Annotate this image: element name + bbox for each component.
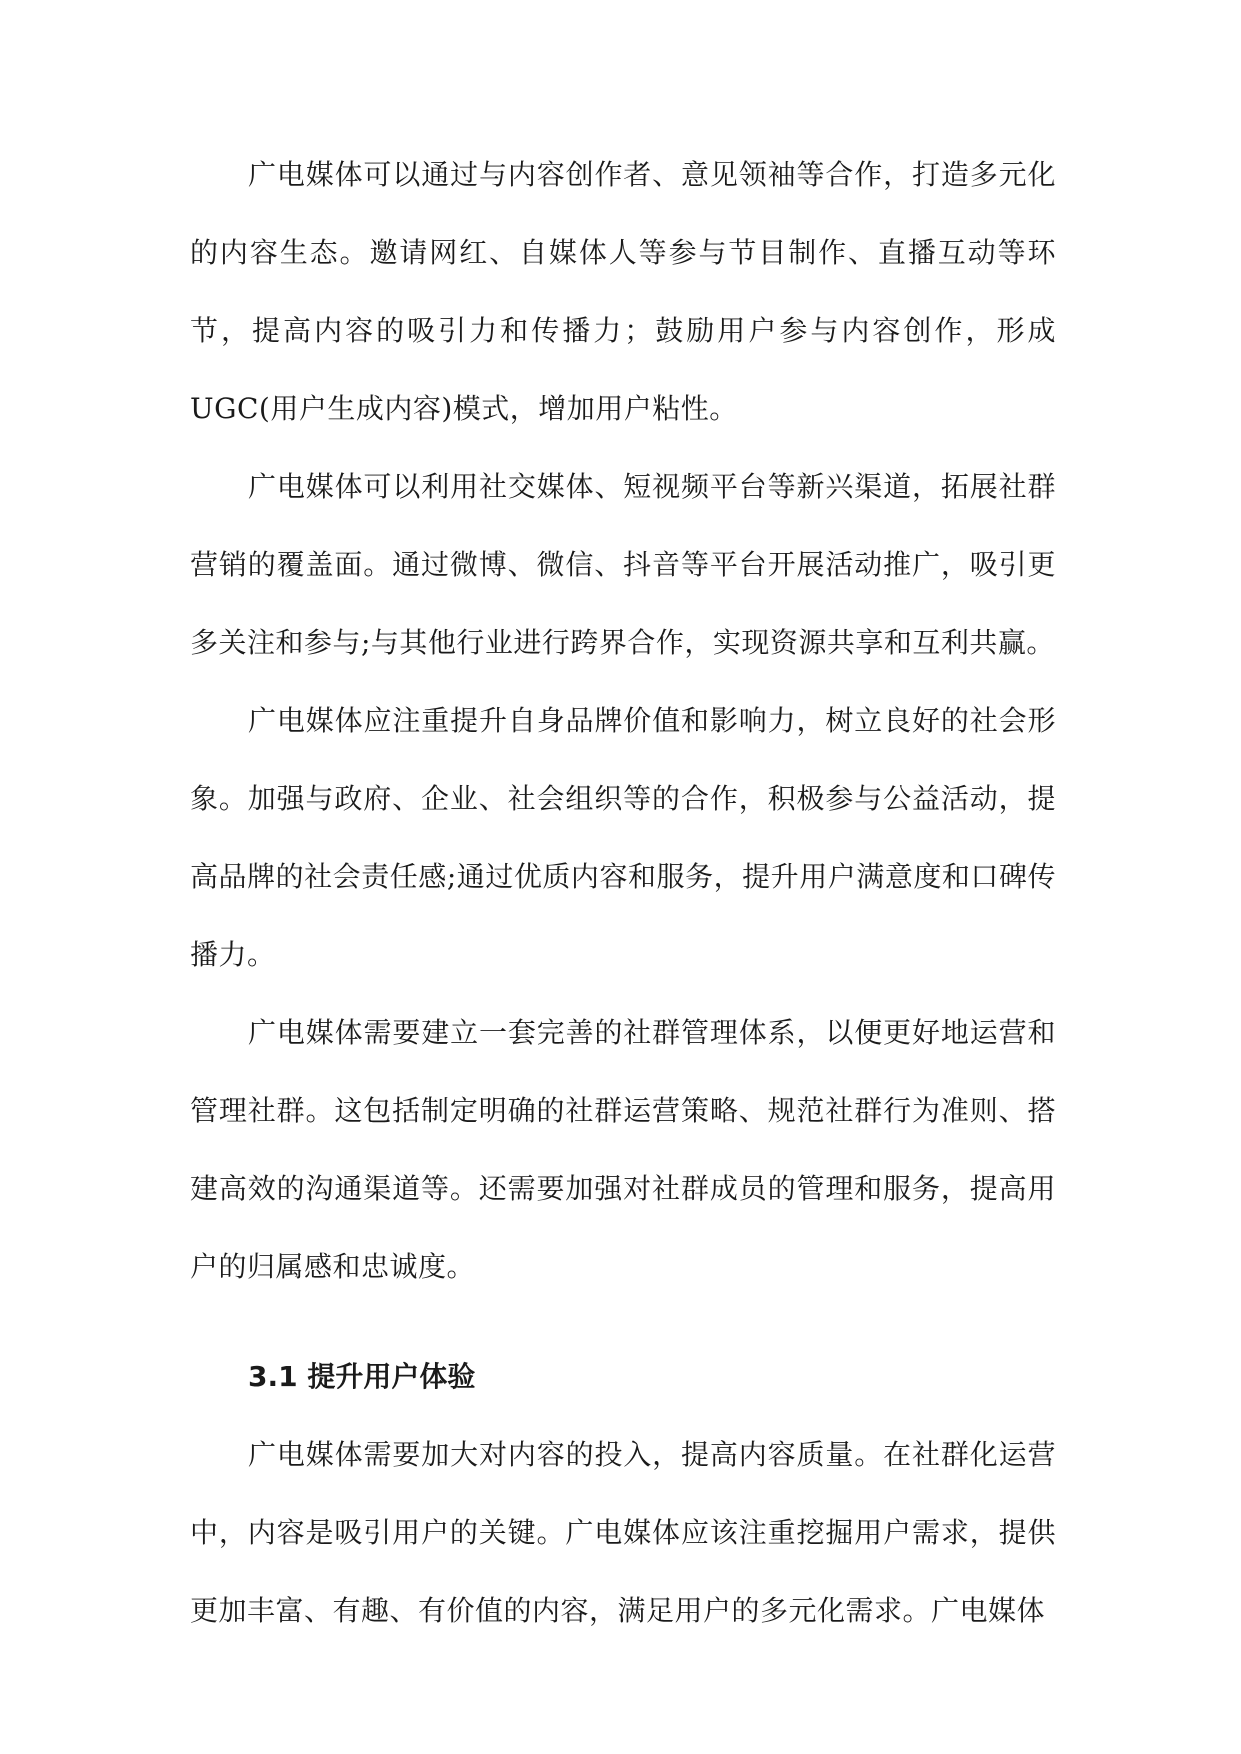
document-page [190,136,1056,1650]
paragraph-social-channels: 广电媒体可以利用社交媒体、短视频平台等新兴渠道，拓展社群营销的覆盖面。通过微博、微信、抖音等平台开展活动推广，吸引更多关注和参与;与其他行业进行跨界合作，实现资源共享和互利共赢。 [190,470,1056,659]
paragraph-brand-value: 广电媒体应注重提升自身品牌价值和影响力，树立良好的社会形象。加强与政府、企业、社会组织等的合作，积极参与公益活动，提高品牌的社会责任感;通过优质内容和服务，提升用户满意度和口碑传播力。 [190,704,1056,971]
paragraph-content-investment: 广电媒体需要加大对内容的投入，提高内容质量。在社群化运营中，内容是吸引用户的关键。广电媒体应该注重挖掘用户需求，提供更加丰富、有趣、有价值的内容，满足用户的多元化需求。广电媒体 [190,1438,1056,1627]
paragraph-community-management: 广电媒体需要建立一套完善的社群管理体系，以便更好地运营和管理社群。这包括制定明确的社群运营策略、规范社群行为准则、搭建高效的沟通渠道等。还需要加强对社群成员的管理和服务，提高用户的归属感和忠诚度。 [190,1016,1056,1283]
paragraph-content-ecosystem: 广电媒体可以通过与内容创作者、意见领袖等合作，打造多元化的内容生态。邀请网红、自媒体人等参与节目制作、直播互动等环节，提高内容的吸引力和传播力；鼓励用户参与内容创作，形成UGC(用户生成内容)模式，增加用户粘性。 [190,158,1056,425]
section-heading: 3.1 提升用户体验 [248,1360,476,1393]
